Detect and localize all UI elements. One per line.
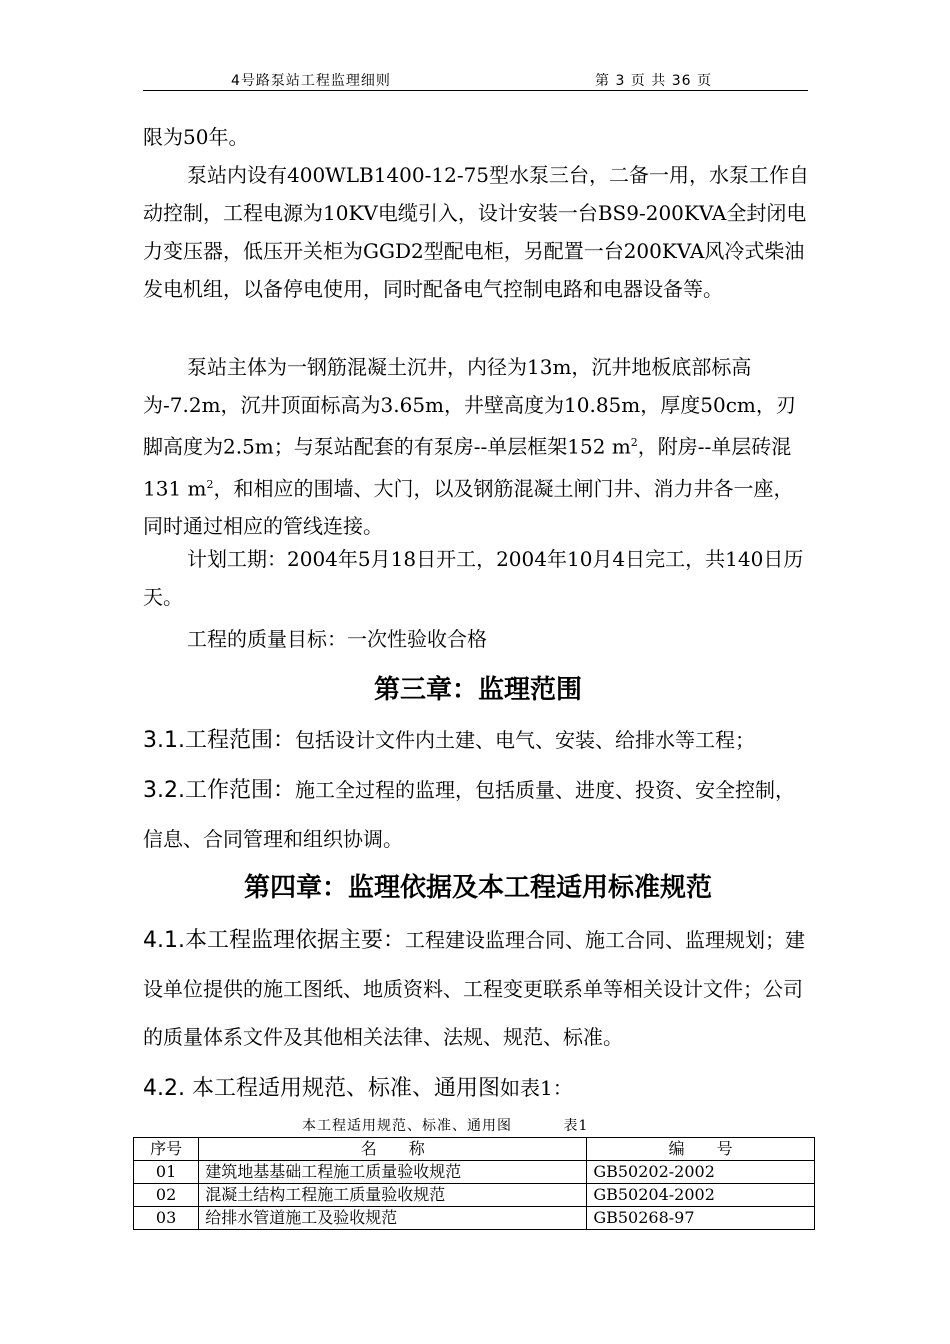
section-number: 4.1. [143, 928, 185, 953]
table-row [134, 1161, 815, 1184]
section-3-1 [143, 716, 813, 765]
cell-name: 建筑地基基础工程施工质量验收规范 [199, 1161, 587, 1184]
structure-text-c: ，和相应的围墙、大门，以及钢筋混凝土闸门井、消力井各一座，同时通过相应的管线连接。 [143, 476, 794, 539]
paragraph-schedule: 计划工期：2004年5月18日开工，2004年10月4日完工，共140日历天。 [143, 547, 804, 609]
chapter-4-title: 第四章：监理依据及本工程适用标准规范 [243, 873, 712, 903]
header-doc-title: 4号路泵站工程监理细则 [231, 73, 391, 89]
superscript-2: 2 [630, 436, 638, 449]
chapter-3-title: 第三章：监理范围 [373, 675, 582, 705]
structure-text-b: ，附房--单层砖混131 m [143, 434, 792, 501]
cell-no: 01 [134, 1161, 199, 1184]
section-4-2 [143, 1064, 813, 1113]
section-heading: 本工程适用规范、标准、通用图 [184, 1076, 500, 1101]
cell-no: 02 [134, 1184, 199, 1207]
cell-no: 03 [134, 1207, 199, 1230]
structure-text-a: 泵站主体为一钢筋混凝土沉井，内径为13m，沉井地板底部标高为-7.2m，沉井顶面标高为3.65m，井壁高度为10.85m，厚度50cm，刃脚高度为2.5m；与泵站配套的有泵房--单层框架152 m [143, 355, 796, 459]
paragraph-quality-goal: 工程的质量目标：一次性验收合格 [187, 627, 487, 651]
cell-name: 混凝土结构工程施工质量验收规范 [199, 1184, 587, 1207]
table-row [134, 1184, 815, 1207]
table-header-row [134, 1138, 815, 1161]
section-heading: 工作范围： [184, 778, 295, 803]
section-heading: 工程范围： [184, 728, 295, 753]
section-text: 包括设计文件内土建、电气、安装、给排水等工程； [295, 728, 755, 752]
paragraph-pump-equipment: 泵站内设有400WLB1400-12-75型水泵三台，二备一用，水泵工作自动控制，工程电源为10KV电缆引入，设计安装一台BS9-200KVA全封闭电力变压器，低压开关柜为GGD2型配电柜，另配置一台200KVA风冷式柴油发电机组，以备停电使用，同时配备电气控制电路和电器设备等。 [143, 163, 810, 301]
table-caption [302, 1115, 588, 1135]
section-text: 施工全过程的监理，包括质量、进度、投资、安全控制，信息、合同管理和组织协调。 [143, 778, 795, 851]
header-code: 编 号 [587, 1138, 815, 1161]
header-page-info: 第 3 页 共 36 页 [595, 73, 712, 89]
cell-code: GB50204-2002 [587, 1184, 815, 1207]
cell-name: 给排水管道施工及验收规范 [199, 1207, 587, 1230]
page-header [143, 70, 808, 91]
superscript-2: 2 [206, 477, 214, 491]
section-4-1 [143, 916, 813, 1061]
section-number: 3.2. [143, 778, 185, 803]
standards-table [133, 1137, 815, 1230]
paragraph-pump-structure [143, 348, 813, 545]
table-row [134, 1207, 815, 1230]
section-number: 3.1. [143, 728, 185, 753]
section-heading: 本工程监理依据主要： [184, 928, 405, 953]
header-no: 序号 [134, 1138, 199, 1161]
section-text: 如表1： [499, 1076, 573, 1100]
header-name: 名 称 [199, 1138, 587, 1161]
table-caption-title: 本工程适用规范、标准、通用图 [302, 1118, 512, 1134]
section-text: 工程建设监理合同、施工合同、监理规划；建设单位提供的施工图纸、地质资料、工程变更联系单等相关设计文件；公司的质量体系文件及其他相关法律、法规、规范、标准。 [143, 928, 805, 1049]
section-number: 4.2. [143, 1076, 185, 1101]
cell-code: GB50202-2002 [587, 1161, 815, 1184]
cell-code: GB50268-97 [587, 1207, 815, 1230]
paragraph-service-life: 限为50年。 [143, 125, 249, 149]
section-3-2 [143, 766, 813, 863]
table-number: 表1 [563, 1118, 589, 1134]
